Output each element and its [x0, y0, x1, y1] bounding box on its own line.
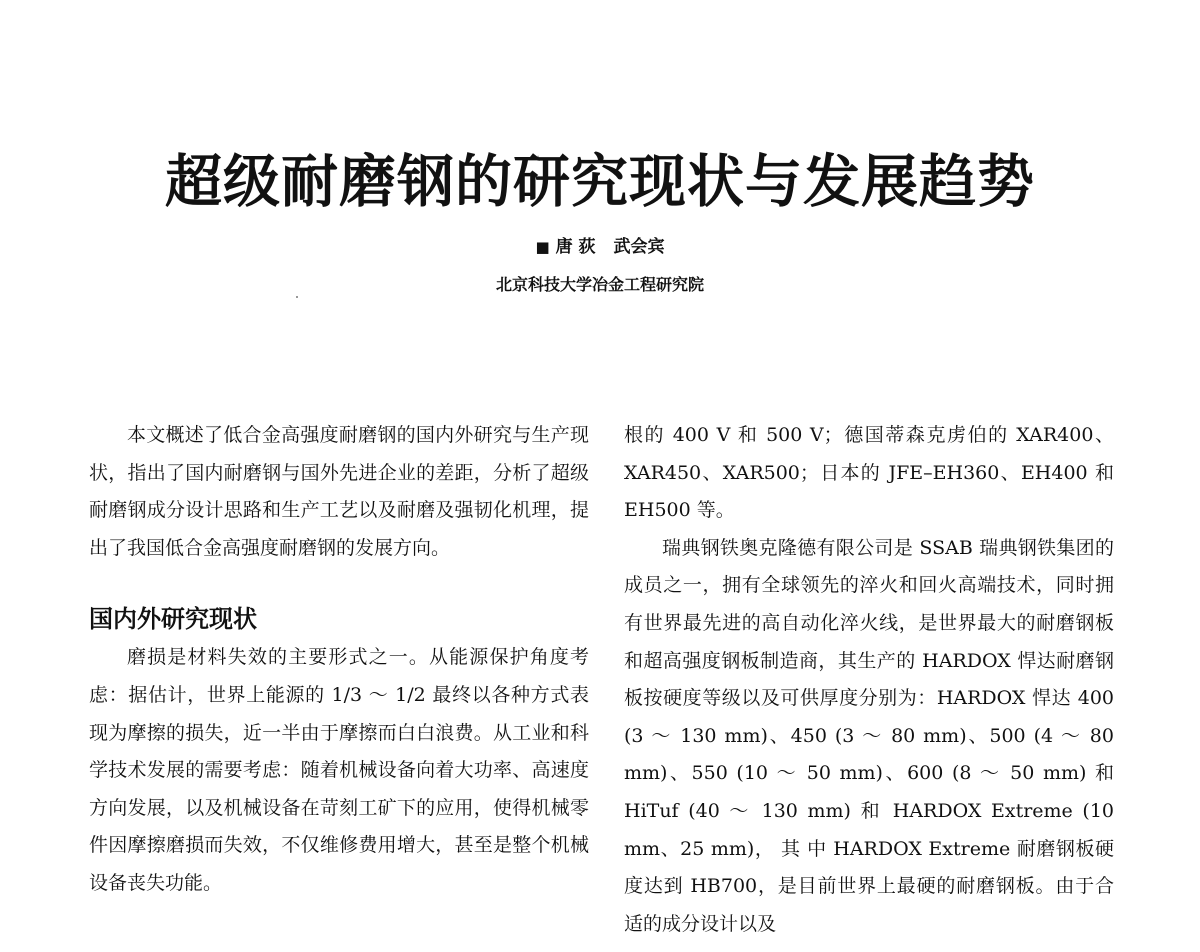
section-heading: 国内外研究现状 — [89, 604, 257, 634]
left-column — [89, 417, 589, 903]
body-paragraph: 磨损是材料失效的主要形式之一。从能源保护角度考虑：据估计，世界上能源的 1/3 ～ 1/2 最终以各种方式表现为摩擦的损失，近一半由于摩擦而白白浪费。从工业和科学技术发展的需要考虑：随着机械设备向着大功率、高速度方向发展，以及机械设备在苛刻工矿下的应用，使得机械零件因摩擦磨损而失效，不仅维修费用增大，甚至是整个机械设备丧失功能。 — [89, 646, 589, 894]
abstract-paragraph: 本文概述了低合金高强度耐磨钢的国内外研究与生产现状，指出了国内耐磨钢与国外先进企业的差距，分析了超级耐磨钢成分设计思路和生产工艺以及耐磨及强韧化机理，提出了我国低合金高强度耐磨钢的发展方向。 — [89, 424, 589, 559]
author-affiliation: 北京科技大学冶金工程研究院 — [495, 275, 704, 294]
body-paragraph: 瑞典钢铁奥克隆德有限公司是 SSAB 瑞典钢铁集团的成员之一，拥有全球领先的淬火和回火高端技术，同时拥有世界最先进的高自动化淬火线，是世界最大的耐磨钢板和超高强度钢板制造商，其生产的 HARDOX 悍达耐磨钢板按硬度等级以及可供厚度分别为：HARDOX 悍达 400 (3 ～ 130 mm)、450 (3 ～ 80 mm)、500 (4 ～ 80 mm)、550 (10 ～ 50 mm)、600 (8 ～ 50 mm) 和 HiTuf (40 ～ 130 mm) 和 HARDOX Extreme (10 mm、25 mm)， 其 中 HARDOX Extreme 耐磨钢板硬度达到 HB700，是目前世界上最硬的耐磨钢板。由于合适的成分设计以及 — [624, 536, 1114, 935]
article-title: 超级耐磨钢的研究现状与发展趋势 — [165, 148, 1035, 215]
author-name: 武会宾 — [613, 237, 665, 257]
author-line — [0, 234, 1200, 260]
author-bullet: ■ — [535, 238, 550, 256]
right-column — [624, 417, 1114, 943]
author-name: 唐 荻 — [555, 237, 596, 257]
scan-speck — [296, 296, 298, 298]
body-paragraph-continued: 根的 400 V 和 500 V；德国蒂森克虏伯的 XAR400、XAR450、XAR500；日本的 JFE–EH360、EH400 和 EH500 等。 — [624, 424, 1114, 522]
